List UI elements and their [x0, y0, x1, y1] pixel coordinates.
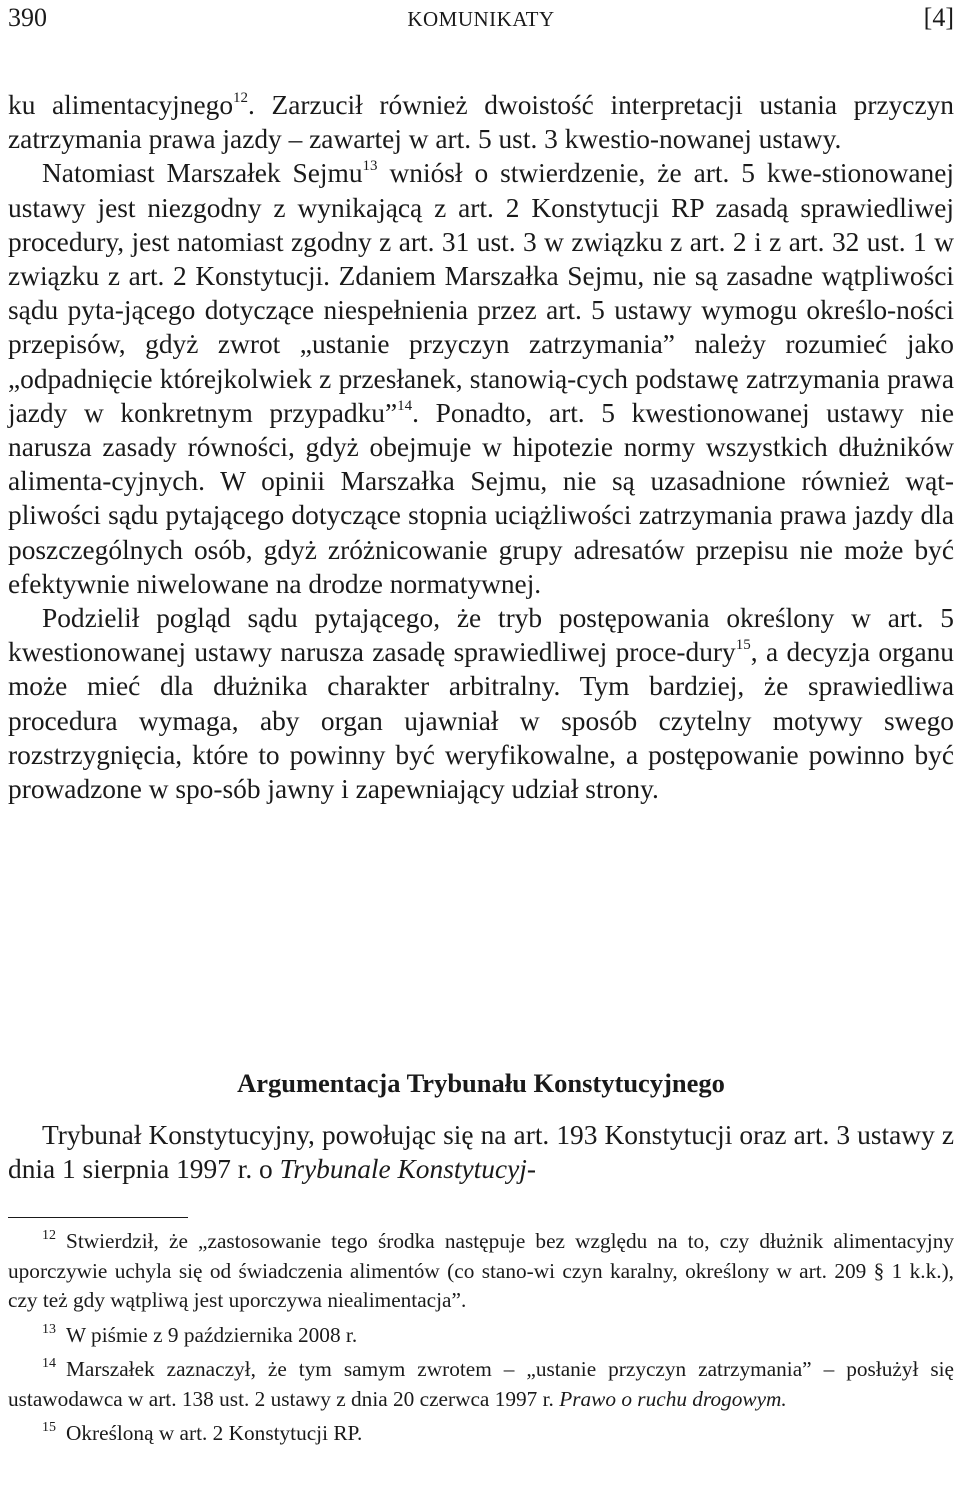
section-heading: Argumentacja Trybunału Konstytucyjnego — [237, 1068, 725, 1098]
footnote-15: $^{15}$ Określoną w art. 2 Konstytucji RP. — [42, 1420, 363, 1445]
page-number: 390 — [8, 3, 47, 32]
footnote-ref-14[interactable]: 14 — [397, 397, 413, 414]
footnote-13: $^{13}$ W piśmie z 9 października 2008 r. — [42, 1321, 358, 1347]
footnote-ref-13[interactable]: 13 — [362, 158, 378, 175]
footnote-separator — [8, 1217, 188, 1218]
footnote-ref-15[interactable]: 15 — [735, 637, 751, 654]
footnote-ref-12[interactable]: 12 — [233, 90, 249, 106]
document-page — [8, 0, 955, 1445]
paragraph-3: Podzielił pogląd sądu pytającego, że tryb postępowania określony w art. 5 kwestionowanej ustawy narusza zasadę sprawiedliwej proce-dury$^{15}$, a decyzja organu może mieć dla dłużnika charakter arbitralny. Tym bardziej, że sprawiedliwa procedura wymaga, aby organ ujawniał w sposób czytelny motywy swego rozstrzygnięcia, które to powinny być weryfikowalne, a postępowanie powinno być prowadzone w spo-sób jawny i zapewniający udział strony. — [8, 603, 955, 805]
paragraph-1: ku alimentacyjnego$^{12}$. Zarzucił również dwoistość interpretacji ustania przyczyn zatrzymania prawa jazdy – zawartej w art. 5 ust. 3 kwestio-nowanej ustawy. — [8, 90, 954, 155]
page-header — [8, 0, 954, 40]
paragraph-4: Trybunał Konstytucyjny, powołując się na art. 193 Konstytucji oraz art. 3 ustawy z dnia 1 sierpnia 1997 r. o Trybunale Konstytucyj- — [8, 1120, 954, 1185]
paragraph-2: Natomiast Marszałek Sejmu$^{13}$ wniósł o stwierdzenie, że art. 5 kwe-stionowanej ustawy jest niezgodny z wynikającą z art. 2 Konstytucji RP zasadą sprawiedliwej procedury, jest natomiast zgodny z art. 31 ust. 3 w związku z art. 2 i z art. 32 ust. 1 w związku z art. 2 Konstytucji. Zdaniem Marszałka Sejmu, nie są zasadne wątpliwości sądu pyta-jącego dotyczące niespełnienia przez art. 5 ustawy wymogu określo-ności przepisów, gdyż zwrot „ustanie przyczyn zatrzymania” należy rozumieć jako „odpadnięcie którejkolwiek z przesłanek, stanowią-cych podstawę zatrzymania prawa jazdy w konkretnym przypadku”$^{14}$. Ponadto, art. 5 kwestionowanej ustawy nie narusza zasady równości, gdyż obejmuje w hipotezie normy wszystkich dłużników alimenta-cyjnych. W opinii Marszałka Sejmu, nie są uzasadnione również wąt-pliwości sądu pytającego dotyczące stopnia uciążliwości zatrzymania prawa jazdy dla poszczególnych osób, gdyż zróżnicowanie grupy adresatów przepisu nie może być efektywnie niwelowane na drodze normatywnej. — [8, 158, 954, 599]
section-marker: [4] — [923, 3, 954, 32]
running-title: KOMUNIKATY — [407, 7, 555, 31]
footnotes — [8, 1227, 954, 1449]
body-text — [8, 88, 954, 806]
footnote-14: $^{14}$ Marszałek zaznaczył, że tym samym zwrotem – „ustanie przyczyn zatrzymania” – posłużył się ustawodawca w art. 138 ust. 2 ustawy z dnia 20 czerwca 1997 r. Prawo o ruchu drogowym. — [8, 1356, 954, 1411]
footnote-12: $^{12}$ Stwierdził, że „zastosowanie tego środka następuje bez względu na to, czy dłużnik alimentacyjny uporczywie uchyla się od świadczenia alimentów (co stano-wi czyn karalny, określony w art. 209 § 1 k.k.), czy też gdy wątpliwą jest uporczywa niealimentacja”. — [8, 1228, 954, 1312]
